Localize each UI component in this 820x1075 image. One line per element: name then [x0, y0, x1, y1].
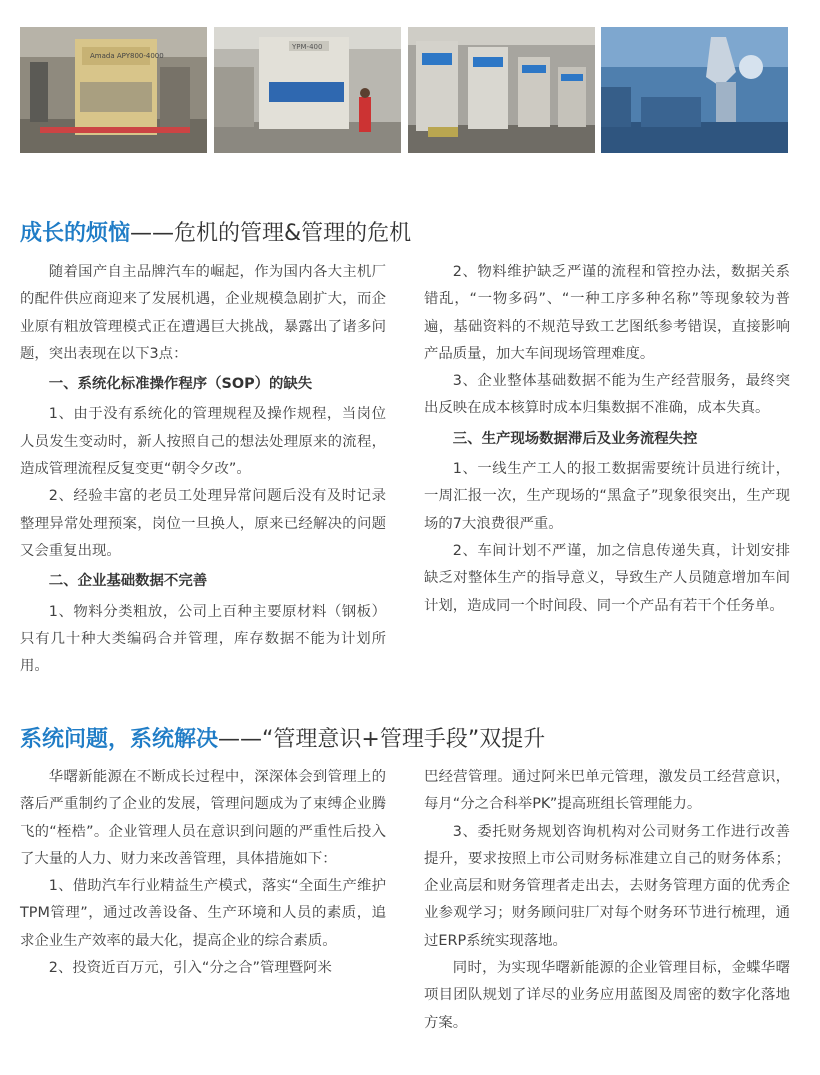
paragraph: 1、一线生产工人的报工数据需要统计员进行统计，一周汇报一次，生产现场的“黑盒子”现象很突出，生产现场的7大浪费很严重。 [424, 461, 790, 532]
section-2-title-accent: 系统问题，系统解决 [20, 727, 219, 752]
section-1-title-rest: ——危机的管理&管理的危机 [130, 221, 412, 246]
paragraph: 3、企业整体基础数据不能为生产经营服务，最终突出反映在成本核算时成本归集数据不准确，成本失真。 [424, 373, 790, 417]
section-1-right-column [424, 259, 790, 620]
paragraph: 2、经验丰富的老员工处理异常问题后没有及时记录整理异常处理预案，岗位一旦换人，原来已经解决的问题又会重复出现。 [20, 488, 386, 559]
subheading: 二、企业基础数据不完善 [48, 573, 208, 590]
machine-sign-text: YPM-400 [292, 43, 323, 51]
section-2-right-column [424, 764, 790, 1037]
section-1-left-column [20, 259, 386, 680]
photo-welding-robot [601, 27, 788, 153]
paragraph: 同时，为实现华曙新能源的企业管理目标，金蝶华曙项目团队规划了详尽的业务应用蓝图及周密的数字化落地方案。 [424, 960, 790, 1031]
section-2-left-column [20, 764, 386, 982]
paragraph: 随着国产自主品牌汽车的崛起，作为国内各大主机厂的配件供应商迎来了发展机遇，企业规模急剧扩大，而企业原有粗放管理模式正在遭遇巨大挑战，暴露出了诸多问题，突出表现在以下3点： [20, 264, 386, 362]
subheading: 三、生产现场数据滞后及业务流程失控 [452, 430, 698, 447]
paragraph: 1、物料分类粗放，公司上百种主要原材料（钢板）只有几十种大类编码合并管理，库存数据不能为计划所用。 [20, 603, 386, 675]
paragraph: 2、车间计划不严谨，加之信息传递失真，计划安排缺乏对整体生产的指导意义，导致生产人员随意增加车间计划，造成同一个时间段、同一个产品有若干个任务单。 [424, 542, 790, 614]
paragraph: 1、由于没有系统化的管理规程及操作规程，当岗位人员发生变动时，新人按照自己的想法处理原来的流程，造成管理流程反复变更“朝令夕改”。 [20, 406, 386, 478]
photo-press-machines-row [408, 27, 595, 153]
machine-sign-text: Amada APY800-4000 [90, 52, 164, 60]
photo-press-machine-yellow [20, 27, 207, 153]
paragraph: 华曙新能源在不断成长过程中，深深体会到管理上的落后严重制约了企业的发展，管理问题成为了束缚企业腾飞的“桎梏”。企业管理人员在意识到问题的严重性后投入了大量的人力、财力来改善管理，具体措施如下： [20, 769, 386, 867]
subheading: 一、系统化标准操作程序（SOP）的缺失 [48, 376, 313, 393]
paragraph: 3、委托财务规划咨询机构对公司财务工作进行改善提升，要求按照上市公司财务标准建立自己的财务体系；企业高层和财务管理者走出去，去财务管理方面的优秀企业参观学习；财务顾问驻厂对每个财务环节进行梳理，通过ERP系统实现落地。 [424, 823, 790, 949]
section-2-title-rest: ——“管理意识+管理手段”双提升 [218, 727, 546, 752]
paragraph: 巴经营管理。通过阿米巴单元管理，激发员工经营意识，每月“分之合科举PK”提高班组长管理能力。 [424, 769, 790, 813]
section-1-title-accent: 成长的烦恼 [20, 221, 131, 246]
photo-press-line-blue [214, 27, 401, 153]
paragraph: 1、借助汽车行业精益生产模式，落实“全面生产维护TPM管理”，通过改善设备、生产环境和人员的素质，追求企业生产效率的最大化，提高企业的综合素质。 [20, 878, 386, 949]
section-1-title [20, 219, 411, 249]
paragraph: 2、投资近百万元，引入“分之合”管理暨阿米 [48, 960, 332, 977]
photo-strip [20, 27, 788, 153]
section-2-title [20, 725, 545, 755]
paragraph: 2、物料维护缺乏严谨的流程和管控办法，数据关系错乱，“一物多码”、“一种工序多种名称”等现象较为普遍，基础资料的不规范导致工艺图纸参考错误，直接影响产品质量，加大车间现场管理难度。 [424, 264, 790, 362]
